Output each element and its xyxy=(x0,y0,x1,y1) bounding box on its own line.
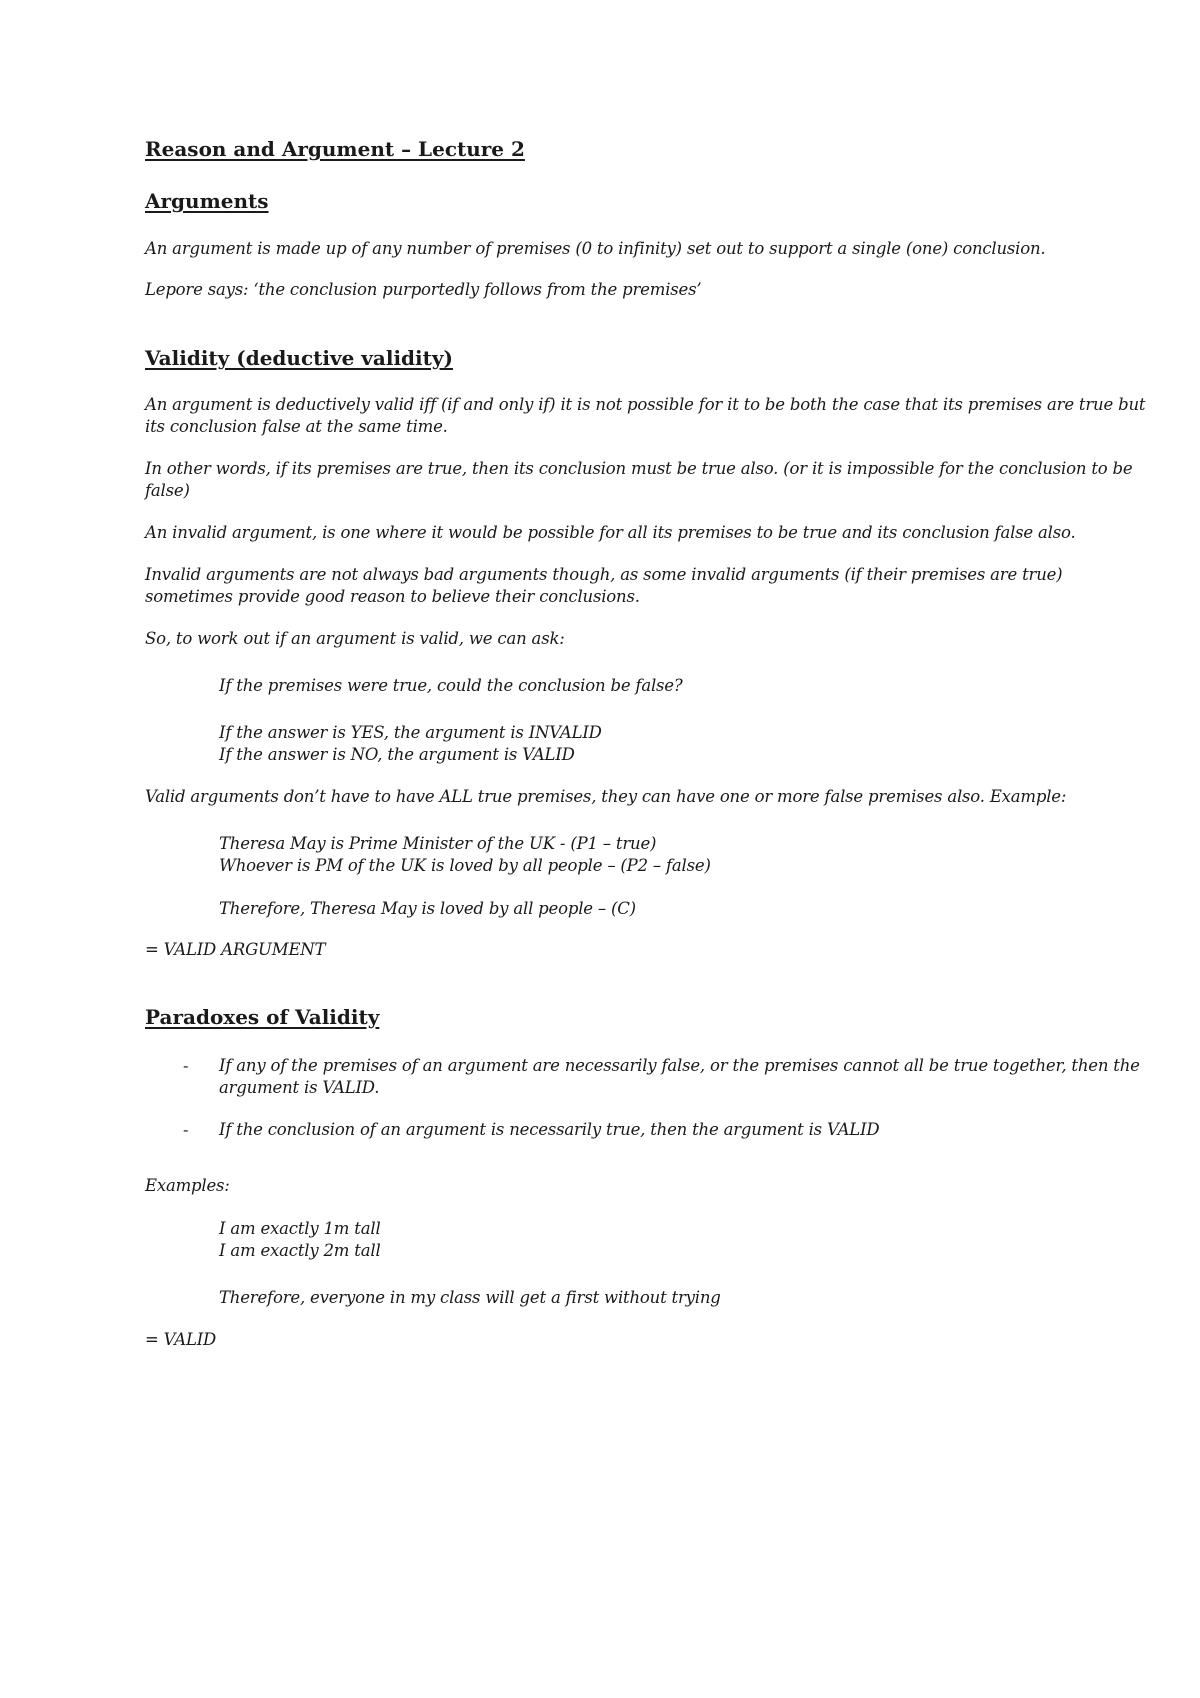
paragraph-line: An argument is deductively valid iff (if and only if) it is not possible for it to be both the case that its premises are true but xyxy=(145,395,1146,414)
document-page xyxy=(145,0,1146,1698)
bullet-line: If the conclusion of an argument is necessarily true, then the argument is VALID xyxy=(219,1120,880,1139)
bullet-dash: - xyxy=(183,1056,189,1075)
paragraph-line: false) xyxy=(145,481,190,500)
examples-label: Examples: xyxy=(145,1176,230,1195)
paragraph-line: sometimes provide good reason to believe their conclusions. xyxy=(145,587,640,606)
paragraph: So, to work out if an argument is valid, we can ask: xyxy=(145,629,565,648)
heading-validity: Validity (deductive validity) xyxy=(145,346,453,370)
answer-no-line: If the answer is NO, the argument is VALID xyxy=(219,745,575,764)
result-line: = VALID ARGUMENT xyxy=(145,940,326,959)
paragraph: An argument is made up of any number of premises (0 to infinity) set out to support a single (one) conclusion. xyxy=(145,239,1046,258)
paragraph-line: Invalid arguments are not always bad arguments though, as some invalid arguments (if their premises are true) xyxy=(145,565,1063,584)
paragraph: Valid arguments don’t have to have ALL true premises, they can have one or more false premises also. Example: xyxy=(145,787,1067,806)
heading-paradoxes: Paradoxes of Validity xyxy=(145,1005,380,1029)
example-premise-1: Theresa May is Prime Minister of the UK - (P1 – true) xyxy=(219,834,657,853)
bullet-line: argument is VALID. xyxy=(219,1078,380,1097)
example-conclusion: Therefore, everyone in my class will get a first without trying xyxy=(219,1288,721,1307)
paragraph-line: In other words, if its premises are true, then its conclusion must be true also. (or it is impossible for the conclusion to be xyxy=(145,459,1133,478)
example-premise-2: I am exactly 2m tall xyxy=(219,1241,381,1260)
paragraph-line: its conclusion false at the same time. xyxy=(145,417,448,436)
paragraph: An invalid argument, is one where it would be possible for all its premises to be true and its conclusion false also. xyxy=(145,523,1076,542)
result-line: = VALID xyxy=(145,1330,217,1349)
answer-yes-line: If the answer is YES, the argument is INVALID xyxy=(219,723,602,742)
example-premise-1: I am exactly 1m tall xyxy=(219,1219,381,1238)
question-line: If the premises were true, could the conclusion be false? xyxy=(219,676,683,695)
bullet-line: If any of the premises of an argument are necessarily false, or the premises cannot all be true together, then the xyxy=(219,1056,1140,1075)
heading-arguments: Arguments xyxy=(145,189,269,213)
bullet-dash: - xyxy=(183,1120,189,1139)
example-conclusion: Therefore, Theresa May is loved by all people – (C) xyxy=(219,899,636,918)
example-premise-2: Whoever is PM of the UK is loved by all people – (P2 – false) xyxy=(219,856,711,875)
document-title: Reason and Argument – Lecture 2 xyxy=(145,137,525,161)
paragraph: Lepore says: ‘the conclusion purportedly follows from the premises’ xyxy=(145,280,702,299)
